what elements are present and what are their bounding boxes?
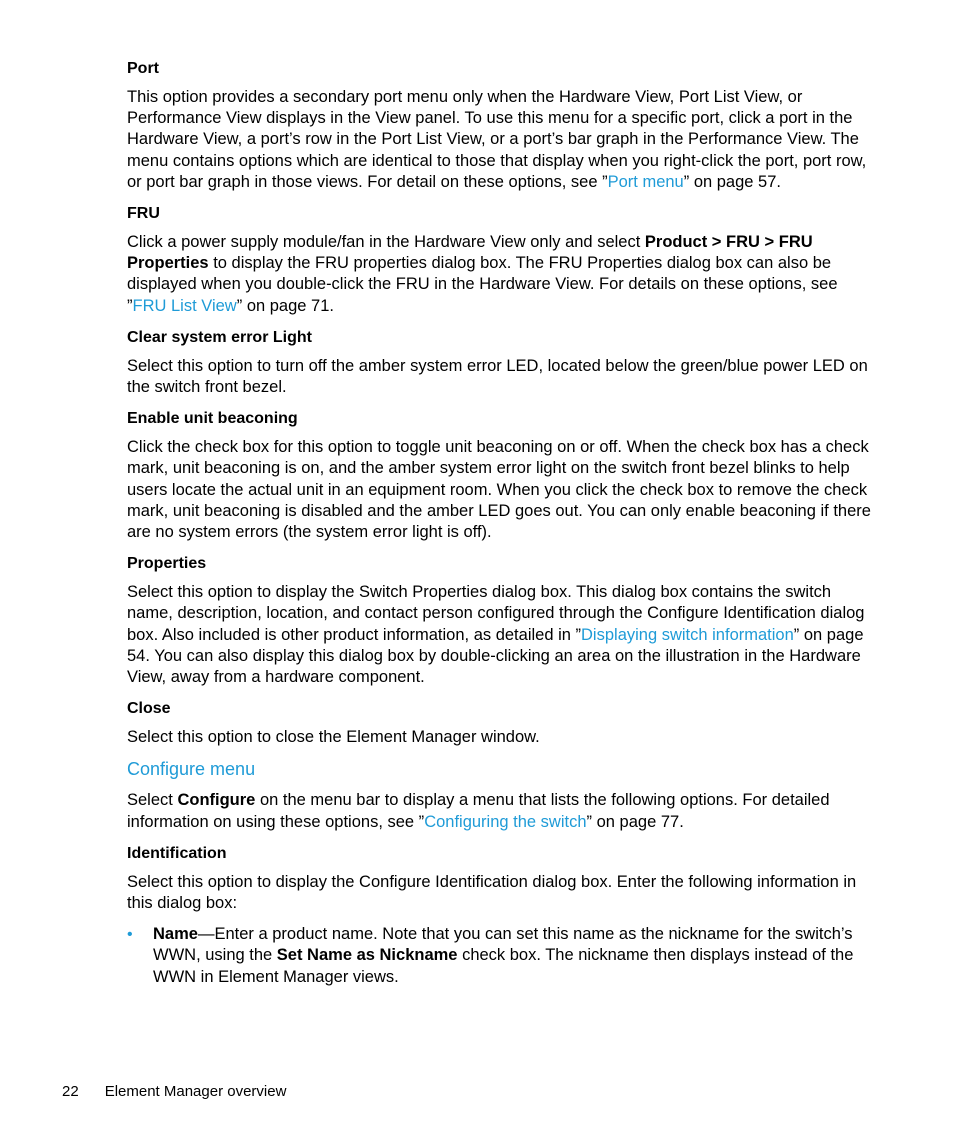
page-footer: [62, 1082, 286, 1102]
properties-text-2: ” on page 54. You can also display this dialog box by double-clicking an area on the illustration in the Hardware View, away from a hardware component.: [127, 625, 864, 687]
page-number: 22: [62, 1083, 79, 1100]
set-name-as-nickname-term: Set Name as Nickname: [276, 946, 458, 965]
fru-text-3: ” on page 71.: [236, 296, 334, 315]
clear-error-heading: Clear system error Light: [127, 328, 312, 346]
fru-list-view-link[interactable]: FRU List View: [132, 296, 237, 315]
fru-paragraph: [127, 232, 879, 317]
properties-paragraph: [127, 582, 879, 688]
configure-bold: Configure: [177, 791, 256, 810]
beaconing-paragraph: Click the check box for this option to toggle unit beaconing on or off. When the check box has a check mark, unit beaconing is on, and the amber system error light on the switch front bezel blinks to help users locate the actual unit in an equipment room. When you click the check box to remove the check mark, unit beaconing is disabled and the amber LED goes out. You can only enable beaconing if there are no system errors (the system error light is off).: [127, 438, 871, 542]
list-item: [127, 924, 879, 988]
close-paragraph: Select this option to close the Element Manager window.: [127, 728, 540, 747]
properties-text-1: Select this option to display the Switch Properties dialog box. This dialog box contains the switch name, description, location, and contact person configured through the Configure Identification dialog box. Also included is other product information, as detailed in ”: [127, 583, 865, 644]
name-bullet-text: [153, 924, 879, 988]
beaconing-heading: Enable unit beaconing: [127, 410, 298, 428]
configure-menu-title: Configure menu: [127, 759, 256, 780]
properties-heading: Properties: [127, 555, 207, 573]
name-text-1: —Enter a product name. Note that you can set this name as the nickname for the switch’s WWN, using the: [153, 925, 853, 965]
name-term: Name: [153, 925, 198, 944]
fru-heading: FRU: [127, 205, 160, 223]
name-text-2: check box. The nickname then displays instead of the WWN in Element Manager views.: [153, 946, 854, 986]
fru-menu-path: Product > FRU > FRU Properties: [127, 233, 813, 273]
identification-heading: Identification: [127, 844, 227, 862]
configure-text-1: Select: [127, 791, 178, 810]
identification-paragraph: Select this option to display the Configure Identification dialog box. Enter the following information in this dialog box:: [127, 872, 857, 913]
fru-text-2: to display the FRU properties dialog box. The FRU Properties dialog box can also be displayed when you double-click the FRU in the Hardware View. For details on these options, see ”: [127, 254, 838, 315]
document-body: [127, 58, 879, 988]
footer-section-title: Element Manager overview: [104, 1083, 287, 1100]
close-heading: Close: [127, 700, 171, 718]
port-text-2: ” on page 57.: [683, 172, 781, 191]
bullet-icon: •: [127, 926, 133, 944]
port-text-1: This option provides a secondary port menu only when the Hardware View, Port List View, or Performance View displays in the View panel. To use this menu for a specific port, click a port in the Hardware View, a port’s row in the Port List View, or a port’s bar graph in the Performance View. The menu contains options which are identical to those that display when you right-click the port, port row, or port bar graph in those views. For detail on these options, see ”: [127, 88, 867, 191]
displaying-switch-information-link[interactable]: Displaying switch information: [581, 625, 794, 644]
clear-error-paragraph: Select this option to turn off the amber system error LED, located below the green/blue power LED on the switch front bezel.: [127, 356, 868, 397]
port-heading: Port: [127, 60, 159, 77]
configuring-the-switch-link[interactable]: Configuring the switch: [424, 812, 587, 831]
configure-text-3: ” on page 77.: [586, 812, 684, 831]
port-menu-link[interactable]: Port menu: [607, 172, 684, 191]
port-paragraph: [127, 87, 879, 193]
configure-text-2: on the menu bar to display a menu that lists the following options. For detailed information on using these options, see ”: [127, 791, 830, 831]
configure-menu-paragraph: [127, 790, 879, 832]
fru-text-1: Click a power supply module/fan in the Hardware View only and select: [127, 233, 645, 252]
